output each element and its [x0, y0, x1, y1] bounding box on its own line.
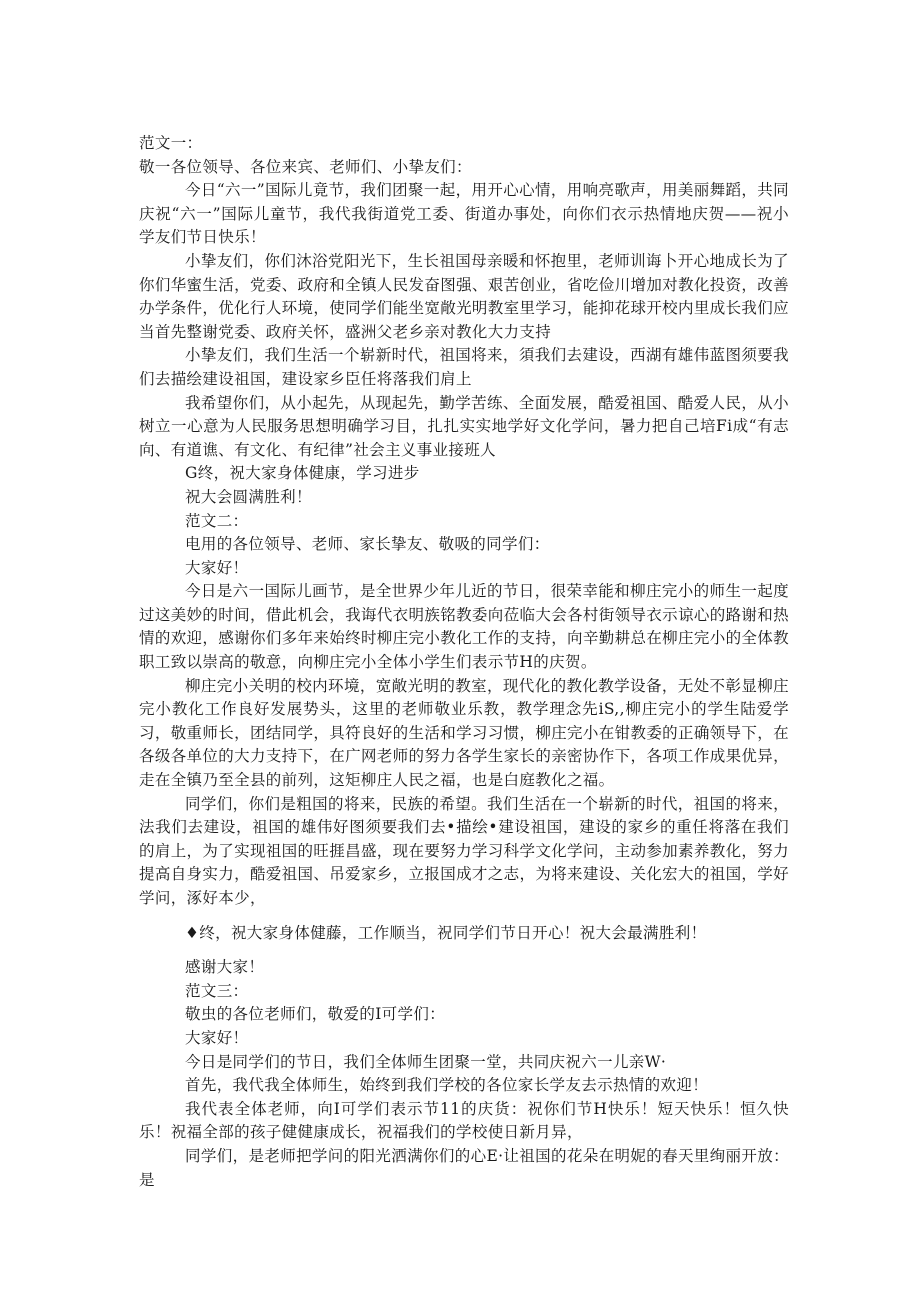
- section-heading-2: 范文二：: [185, 511, 249, 530]
- paragraph: ♦终，祝大家身体健藤，工作顺当，祝同学们节日开心！祝大会最满胜利！: [185, 923, 707, 942]
- salutation: 敬一各位领导、各位来宾、老师们、小挚友们：: [139, 157, 472, 176]
- greeting: 大家好！: [185, 558, 249, 577]
- closing-line: G终，祝大家身体健康，学习进步: [185, 464, 420, 483]
- paragraph: 我希望你们，从小起先，从现起先，勤学苦练、全面发展，酷爱祖国、酷爱人民，从小树立一心意为人民服务思想明确学习目，扎扎实实地学好文化学问，暑力把自己培Fi成“有志向、有道谯、有文化、有纪律”社会主义事业接班人: [139, 393, 789, 459]
- closing-line: 感谢大家！: [185, 958, 265, 977]
- section-heading-1: 范文一：: [139, 134, 203, 152]
- salutation: 电用的各位领导、老师、家长挚友、敬吸的同学们：: [185, 535, 550, 554]
- paragraph: 我代表全体老师，向I可学们表示节11的庆货：祝你们节H快乐！短天快乐！恒久快乐！祝福全部的孩子健健康成长，祝福我们的学校使日新月异，: [139, 1099, 789, 1142]
- paragraph: 今日是六一国际儿画节，是全世界少年儿近的节日，很荣幸能和柳庄完小的师生一起度过这美妙的时间，借此机会，我诲代衣明族铭教委向莅临大会各村街领导衣示谅心的路谢和热情的欢迎，感谢你们多年来始终时柳庄完小教化工作的支持，向辛勤耕总在柳庄完小的全体教职工致以崇高的敬意，向柳庄完小全体小学生们表示节H的庆贺。: [139, 582, 789, 672]
- paragraph: 小挚友们，我们生活一个崭新时代，祖国将来，須我们去建设，西湖有雄伟蓝图须要我们去描绘建设祖国，建设家乡臣任将落我们肩上: [139, 346, 789, 388]
- paragraph: 同学们，是老师把学问的阳光洒满你们的心E·让祖国的花朵在明妮的春天里绚丽开放：是: [139, 1146, 789, 1189]
- section-heading-3: 范文三：: [185, 981, 249, 1000]
- greeting: 大家好！: [185, 1028, 249, 1047]
- paragraph: 小挚友们，你们沐浴党阳光下，生长祖国母亲暖和怀抱里，老师训诲卜开心地成长为了你们华蜜生活，党委、政府和全镇人民发奋图强、艰苦创业，省吃俭川增加对教化投资，改善办学条件，优化行人环境，使同学们能坐宽敞光明教室里学习，能抑花球开校内里成长我们应当首先整谢党委、政府关怀，盛洲父老乡亲对教化大力支持: [139, 251, 789, 341]
- document-page: [139, 132, 789, 1192]
- paragraph: 今日“六一”国际儿竟节，我们团聚一起，用开心心情，用响亮歌声，用美丽舞蹈，共同庆祝“六一”国际儿童节，我代我街道党工委、街道办事处，向你们衣示热情地庆贺——祝小学友们节日快乐！: [139, 181, 789, 247]
- salutation: 敬虫的各位老师们，敬爱的I可学们：: [185, 1005, 446, 1024]
- paragraph: 首先，我代我全体师生，始终到我们学校的各位家长学友去示热情的欢迎！: [185, 1076, 709, 1095]
- paragraph: 今日是同学们的节日，我们全体师生团聚一堂，共同庆祝六一儿亲W·: [185, 1052, 667, 1071]
- paragraph: 同学们，你们是粗国的将来，民族的希望。我们生活在一个崭新的时代，祖国的将来，法我们去建设，祖国的雄伟好图须要我们去•描绘•建设祖国，建设的家乡的重任将落在我们的肩上，为了实现祖国的旺捱昌盛，现在要努力学习科学文化学问，主动参加素养教化，努力提高自身实力，酷爱祖国、吊爱家乡，立报国成才之志，为将来建设、关化宏大的祖国，学好学问，涿好本少，: [139, 794, 789, 907]
- paragraph: 柳庄完小关明的校内环境，宽敞光明的教室，现代化的教化教学设备，无处不彰显柳庄完小教化工作良好发展势头，这里的老师敬业乐教，教学理念先iS,,柳庄完小的学生陆爱学习，敬重师长，团结同学，具符良好的生活和学习习惯，柳庄完小在钳教委的正确领导下，在各级各单位的大力支持下，在广网老师的努力各学生家长的亲密协作下，各项工作成果优异，走在全镇乃至全县的前列，这矩柳庄人民之福，也是白庭教化之福。: [139, 676, 789, 790]
- closing-line: 祝大会圆满胜利！: [185, 487, 312, 506]
